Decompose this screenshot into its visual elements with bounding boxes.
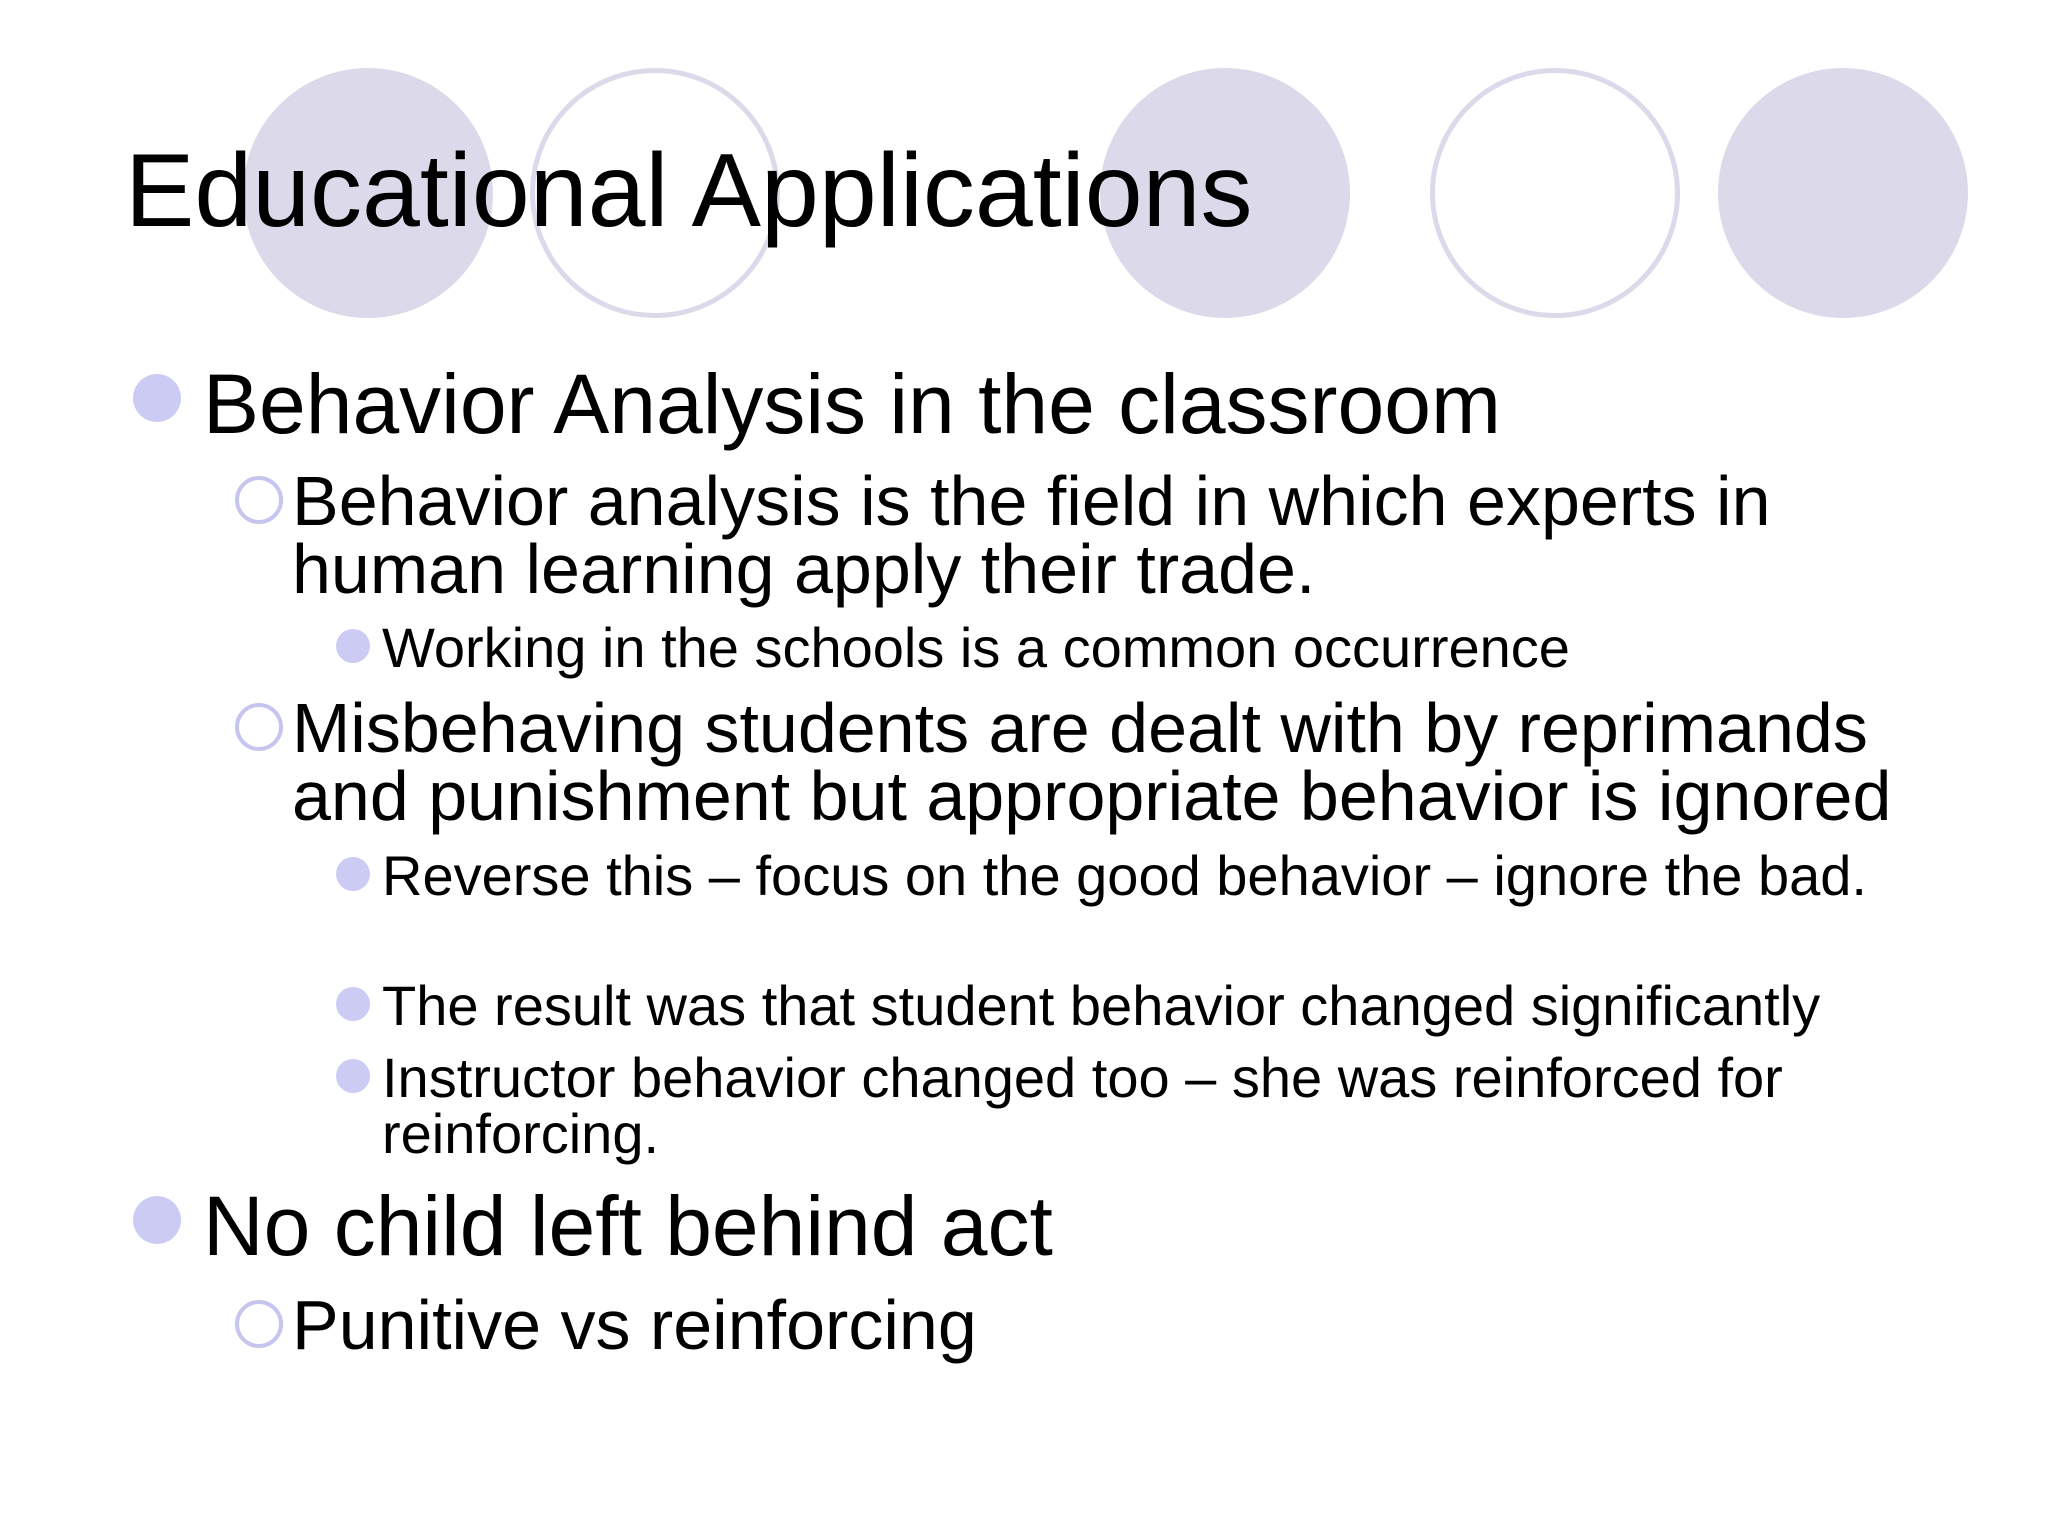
sub-bullet-text: Behavior analysis is the field in which experts in human learning apply their trade. [292, 462, 1771, 608]
decorative-circle-filled-3 [1718, 68, 1968, 318]
filled-circle-bullet-icon [133, 374, 181, 422]
sub-sub-bullet-item-instructor [336, 1046, 1926, 1165]
sub-sub-bullet-text: Working in the schools is a common occurrence [382, 616, 1570, 679]
sub-sub-bullet-text: Instructor behavior changed too – she was reinforced for reinforcing. [382, 1046, 1783, 1165]
sub-sub-bullet-text: Reverse this – focus on the good behavior – ignore the bad. [382, 844, 1867, 907]
sub-bullet-text: Punitive vs reinforcing [292, 1286, 977, 1364]
sub-bullet-item-misbehaving [235, 689, 1955, 835]
hollow-circle-bullet-icon [235, 1300, 283, 1348]
filled-circle-bullet-icon [336, 629, 370, 663]
bullet-item-no-child-left-behind [133, 1179, 1933, 1273]
decorative-circle-outline-2 [1430, 68, 1680, 318]
filled-circle-bullet-icon [336, 987, 370, 1021]
sub-bullet-item-punitive [235, 1286, 1855, 1364]
bullet-text: No child left behind act [203, 1179, 1053, 1273]
slide-title: Educational Applications [125, 133, 1253, 249]
sub-sub-bullet-text: The result was that student behavior changed significantly [382, 974, 1821, 1037]
hollow-circle-bullet-icon [235, 703, 283, 751]
filled-circle-bullet-icon [336, 1059, 370, 1093]
bullet-item-behavior-analysis [133, 357, 1933, 451]
filled-circle-bullet-icon [133, 1196, 181, 1244]
hollow-circle-bullet-icon [235, 476, 283, 524]
sub-bullet-text: Misbehaving students are dealt with by reprimands and punishment but appropriate behavior is ignored [292, 689, 1892, 835]
sub-sub-bullet-item-reverse [336, 844, 1896, 907]
bullet-text: Behavior Analysis in the classroom [203, 357, 1501, 451]
sub-sub-bullet-item-schools [336, 616, 1936, 679]
sub-bullet-item-behavior-analysis-field [235, 462, 1855, 608]
filled-circle-bullet-icon [336, 857, 370, 891]
sub-sub-bullet-item-result [336, 974, 1976, 1037]
